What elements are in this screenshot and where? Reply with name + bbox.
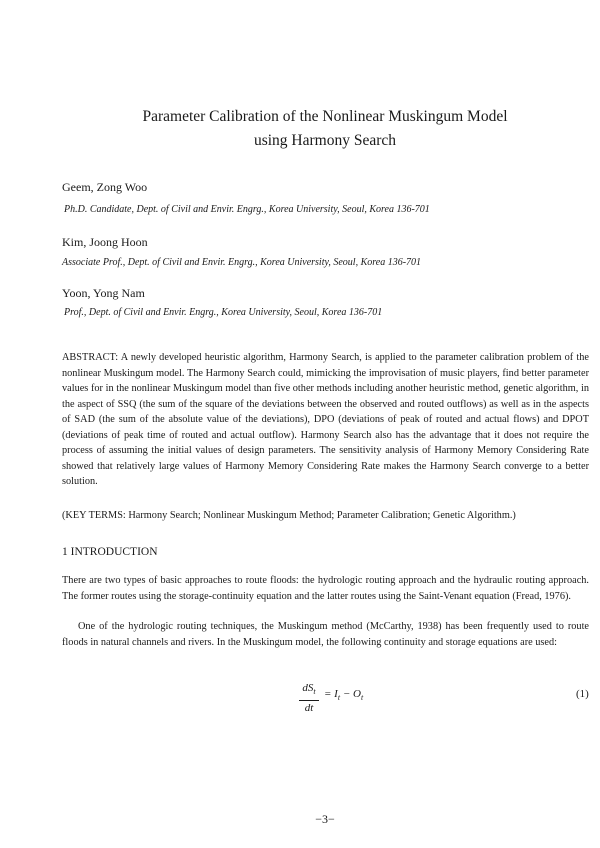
author-affiliation: Ph.D. Candidate, Dept. of Civil and Envir. Engrg., Korea University, Seoul, Korea 136-701 bbox=[64, 204, 430, 215]
equation-numerator: dS bbox=[302, 682, 314, 694]
paper-title-line-1: Parameter Calibration of the Nonlinear Muskingum Model bbox=[142, 108, 508, 125]
key-terms: (KEY TERMS: Harmony Search; Nonlinear Muskingum Method; Parameter Calibration; Genetic Algorithm.) bbox=[62, 510, 516, 521]
author-affiliation: Associate Prof., Dept. of Civil and Envir. Engrg., Korea University, Seoul, Korea 136-701 bbox=[62, 257, 422, 268]
equation-outflow: − O bbox=[340, 688, 361, 700]
author-name: Geem, Zong Woo bbox=[62, 180, 148, 194]
abstract: ABSTRACT: A newly developed heuristic algorithm, Harmony Search, is applied to the parameter calibration problem of the nonlinear Muskingum model. The Harmony Search could, mimicking the improvisation of music players, find better parameter values for in the nonlinear Muskingum model than five other methods including another heuristic method, genetic algorithm, in the aspect of SSQ (the sum of the square of the deviations between the observed and routed outflows) as well as in the aspects of SAD (the sum of the absolute value of the deviations), DPO (deviations of peak of routed and actual flows) and DPOT (deviations of peak time of routed and actual outflow). Harmony Search also has the advantage that it does not require the process of assuming the initial values of design parameters. The sensitivity analysis of Harmony Memory Considering Rate showed that relatively large values of Harmony Memory Considering Rate makes the Harmony Search converge to a better solution. bbox=[62, 352, 589, 487]
equation-inflow: = I bbox=[324, 688, 338, 700]
equation-denominator: dt bbox=[304, 702, 314, 715]
equation-fraction bbox=[298, 681, 320, 715]
intro-paragraph: One of the hydrologic routing techniques, the Muskingum method (McCarthy, 1938) has been frequently used to route floods in natural channels and rivers. In the Muskingum model, the following continuity and storage equations are used: bbox=[62, 621, 589, 648]
equation-outflow-subscript: t bbox=[360, 693, 364, 703]
author-name: Kim, Joong Hoon bbox=[62, 235, 148, 249]
equation-inflow-subscript: t bbox=[337, 693, 341, 703]
author-affiliation: Prof., Dept. of Civil and Envir. Engrg., Korea University, Seoul, Korea 136-701 bbox=[64, 307, 383, 318]
equation-number: (1) bbox=[576, 688, 589, 700]
equation-numerator-subscript: t bbox=[313, 687, 316, 697]
paper-title-line-2: using Harmony Search bbox=[253, 132, 397, 149]
intro-paragraph: There are two types of basic approaches to route floods: the hydrologic routing approach and the hydraulic routing approach. The former routes using the storage-continuity equation and the latter routes using the Saint-Venant equation (Fread, 1976). bbox=[62, 575, 589, 602]
equation-right-side bbox=[324, 688, 363, 702]
page-number: −3− bbox=[315, 812, 335, 826]
equation bbox=[298, 681, 378, 721]
section-heading: 1 INTRODUCTION bbox=[62, 546, 158, 558]
author-name: Yoon, Yong Nam bbox=[62, 286, 145, 300]
